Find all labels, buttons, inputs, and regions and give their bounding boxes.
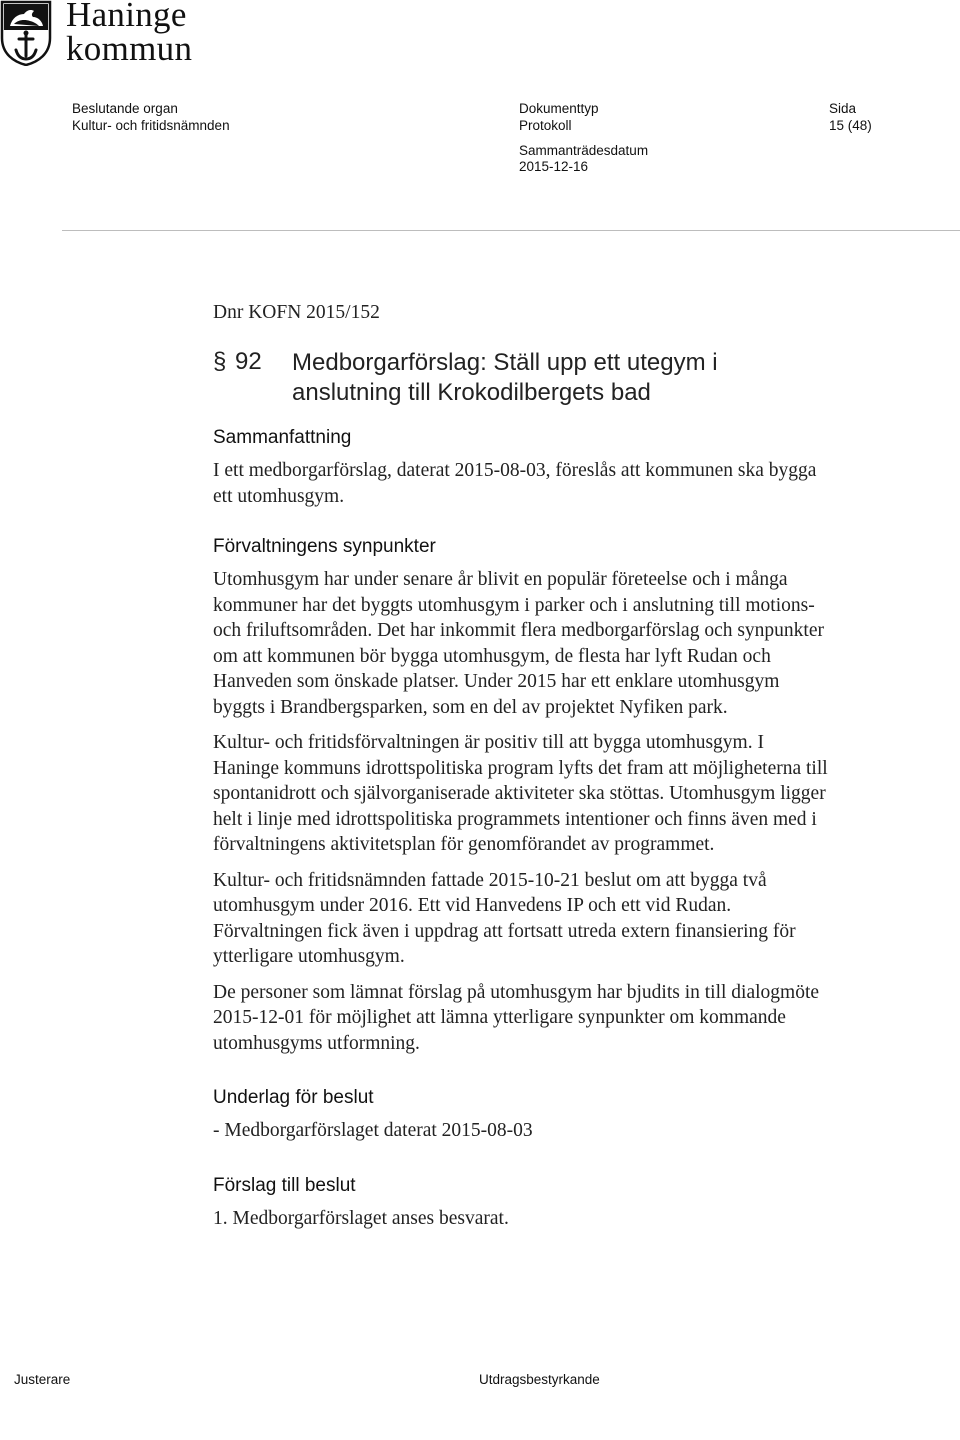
header-divider	[62, 230, 960, 231]
section-heading: Förvaltningens synpunkter	[213, 536, 436, 557]
paragraph-sign: §	[213, 348, 227, 375]
section-paragraph: Kultur- och fritidsförvaltningen är positiv till att bygga utomhusgym. I Haninge kommuns idrottspolitiska program lyfts det fram att möjligheterna till spontanidrott och självorganiserade aktiviteter ska stöttas. Utomhusgym ligger helt i linje med idrottspolitiska programmets intentioner och finns även med i förvaltningens aktivitetsplan för genomförandet av programmet.	[213, 732, 828, 855]
meeting-date-value: 2015-12-16	[519, 159, 589, 174]
logo-line-1: Haninge	[66, 0, 187, 34]
doctype-value: Protokoll	[519, 118, 572, 133]
section-administration-views	[213, 535, 833, 1056]
section-paragraph: De personer som lämnat förslag på utomhusgym har bjudits in till dialogmöte 2015-12-01 för möjlighet att lämna ytterligare synpunkter om kommande utomhusgyms utformning.	[213, 981, 820, 1054]
section-decision-basis	[213, 1086, 833, 1144]
org-label: Beslutande organ	[72, 101, 178, 116]
case-heading	[213, 348, 833, 408]
extract-certification-label: Utdragsbestyrkande	[479, 1372, 600, 1387]
case-number: 92	[235, 348, 262, 375]
section-proposed-decision	[213, 1174, 833, 1232]
adjuster-label: Justerare	[14, 1372, 71, 1387]
doctype-label: Dokumenttyp	[519, 101, 599, 116]
case-title-line-1: Medborgarförslag: Ställ upp ett utegym i	[292, 349, 718, 376]
case-title-line-2: anslutning till Krokodilbergets bad	[292, 379, 651, 406]
logo-wordmark	[66, 0, 192, 66]
logo-line-2: kommun	[66, 29, 193, 68]
section-paragraph: - Medborgarförslaget daterat 2015-08-03	[213, 1120, 533, 1141]
section-heading: Förslag till beslut	[213, 1174, 356, 1196]
haninge-coat-of-arms-icon	[0, 0, 52, 66]
registration-number: Dnr KOFN 2015/152	[213, 302, 380, 323]
section-paragraph: Kultur- och fritidsnämnden fattade 2015-10-21 beslut om att bygga två utomhusgym under 2016. Ett vid Hanvedens IP och ett vid Rudan. Förvaltningen fick även i uppdrag att fortsatt utreda extern finansiering för ytterligare utomhusgym.	[213, 869, 796, 967]
section-summary	[213, 426, 833, 509]
section-paragraph: 1. Medborgarförslaget anses besvarat.	[213, 1207, 509, 1229]
page-number: 15 (48)	[829, 118, 872, 133]
section-heading: Sammanfattning	[213, 427, 352, 448]
meeting-date-label: Sammanträdesdatum	[519, 143, 649, 158]
org-value: Kultur- och fritidsnämnden	[72, 118, 230, 133]
section-paragraph: Utomhusgym har under senare år blivit en populär företeelse och i många kommuner har det byggts utomhusgym i parker och i anslutning till motions- och friluftsområden. Det har inkommit flera medborgarförslag och synpunkter om att kommunen bör bygga utomhusgym, de flesta har lyft Rudan och Hanveden som önskade platser. Under 2015 har ett enklare utomhusgym byggts i Brandbergsparken, som en del av projektet Nyfiken park.	[213, 569, 825, 718]
section-paragraph: I ett medborgarförslag, daterat 2015-08-03, föreslås att kommunen ska bygga ett utomhusgym.	[213, 460, 817, 507]
case-title	[292, 348, 833, 408]
document-body	[213, 300, 833, 1241]
section-heading: Underlag för beslut	[213, 1087, 374, 1108]
page-label: Sida	[829, 101, 857, 116]
